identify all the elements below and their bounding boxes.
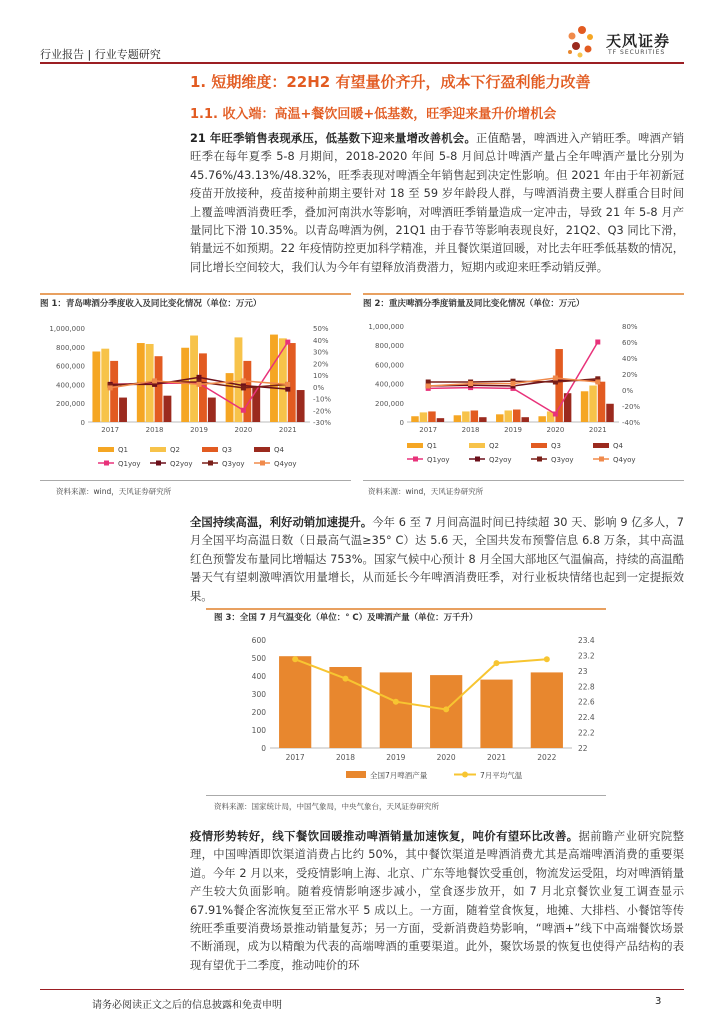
bar-q3 — [598, 382, 605, 422]
legend-label-production: 全国7月啤酒产量 — [370, 771, 428, 780]
brand-name: 天风证券 — [606, 32, 671, 50]
y-tick-label: 300 — [251, 690, 266, 699]
legend-swatch-q3 — [531, 443, 547, 448]
paragraph-1-lead: 21 年旺季销售表现承压，低基数下迎来量增改善机会。 — [190, 132, 477, 145]
bar-production — [531, 672, 563, 748]
legend-label-temperature: 7月平均气温 — [480, 771, 523, 780]
x-tick-label: 2018 — [335, 753, 356, 762]
point-q4yoy — [241, 378, 246, 383]
x-tick-label: 2022 — [537, 753, 557, 762]
fig1-chart — [40, 314, 351, 474]
bar-q2 — [462, 411, 469, 422]
y2-tick-label: 23.2 — [578, 651, 595, 661]
point-q4yoy — [553, 376, 558, 381]
y-tick-label: 200 — [251, 708, 266, 717]
legend-marker-q3yoy — [208, 461, 213, 466]
y-tick-label: 600 — [251, 636, 266, 645]
legend-label-q4yoy: Q4yoy — [274, 460, 297, 468]
x-tick-label: 2017 — [419, 426, 438, 434]
bar-q2 — [505, 410, 512, 422]
y2-tick-label: -20% — [313, 407, 332, 416]
y2-tick-label: -40% — [622, 419, 641, 427]
bar-q4 — [437, 418, 444, 422]
y2-tick-label: 50% — [313, 325, 329, 333]
paragraph-1 — [190, 130, 684, 277]
fig2-top-rule — [363, 293, 684, 295]
paragraph-1-body: 正值酷暑，啤酒进入产销旺季。啤酒产销旺季在每年夏季 5-8 月期间，2018-2020 年间 5-8 月间总计啤酒产量占全年啤酒产量比分别为 45.76%/43.13%/48.32%，旺季表现对啤酒全年销售起到决定性影响。但 2021 年由于年初新冠疫苗开放接种，疫苗接种前期主要针对 18 至 59 岁年龄段人群，与啤酒消费主要人群重合目时间上覆盖啤酒消费旺季，叠加河南洪水等影响，对啤酒旺季销量造成一定冲击，导致 21 年 5-8 月产量同比下滑 10.35%。以青岛啤酒为例，21Q1 由于春节等影响表现良好，21Q2、Q3 同比下滑，销量远不如预期。22 年疫情防控更加科学精准，并且餐饮渠道回暖，对比去年旺季低基数的情况，同比增长空间较大，我们认为今年有望释放消费潜力，短期内或迎来旺季动销反弹。 — [190, 132, 684, 274]
footer-disclaimer: 请务必阅读正文之后的信息披露和免责申明 — [92, 1000, 282, 1011]
legend-swatch-q4 — [254, 447, 270, 452]
y2-tick-label: 23.4 — [578, 636, 595, 645]
fig3-source: 资料来源：国家统计局，中国气象局，中央气象台，天风证券研究所 — [214, 802, 439, 811]
legend-marker-temperature — [462, 772, 468, 778]
bar-q1 — [454, 415, 461, 422]
fig2-source: 资料来源：wind，天风证券研究所 — [368, 487, 484, 496]
x-tick-label: 2021 — [486, 753, 507, 762]
paragraph-2 — [190, 514, 684, 606]
legend-swatch-production — [346, 771, 366, 778]
legend-marker-q1yoy — [104, 461, 109, 466]
legend-marker-q4yoy — [599, 457, 604, 462]
y-tick-label: 400,000 — [56, 381, 85, 390]
point-q1yoy — [285, 340, 290, 345]
fig1-bottom-rule — [40, 480, 351, 481]
legend-marker-q2yoy — [475, 457, 480, 462]
y-tick-label: 0 — [399, 419, 404, 427]
bar-q3 — [110, 361, 118, 422]
point-q4yoy — [285, 382, 290, 387]
x-tick-label: 2021 — [278, 426, 297, 434]
legend-label-q4: Q4 — [274, 446, 284, 454]
bar-q3 — [471, 410, 478, 422]
point-q4yoy — [426, 384, 431, 389]
paragraph-3-lead: 疫情形势转好，线下餐饮回暖推动啤酒销量加速恢复，吨价有望环比改善。 — [190, 830, 579, 843]
bar-production — [480, 680, 512, 748]
x-tick-label: 2018 — [145, 426, 164, 434]
paragraph-3-body: 据前瞻产业研究院整理，中国啤酒即饮渠道消费占比约 50%，其中餐饮渠道是啤酒消费尤其是高端啤酒消费的重要渠道。今年 2 月以来，受疫情影响上海、北京、广东等地餐饮受重创，物流发运受阻，均对啤酒销量产生较大负面影响。随着疫情影响逐步减小，堂食逐步放开，如 7 月北京餐饮业复工调查显示 67.91%餐企客流恢复至正常水平 5 成以上。一方面，随着堂食恢复，地摊、大排档、小餐馆等传统旺季重要消费场景推动销量复苏；另一方面，受新消费趋势影响，“啤酒+”线下中高端餐饮场景不断涌现，成为以精酿为代表的高端啤酒的重要渠道。此外，聚饮场景的恢复也使得产品结构的表现有望优于二季度，推动吨价的环 — [190, 830, 684, 972]
paragraph-2-body: 今年 6 至 7 月间高温时间已持续超 30 天、影响 9 亿多人，7 月全国平均高温日数（日最高气温≥35° C）达 5.6 天，全国共发布预警信息 6.8 万条，其中高温红色预警发布量同比增幅达 753%。国家气候中心预计 8 月全国大部地区气温偏高，持续的高温酷暑天气有望刺激啤酒饮用量增长，从而延长今年啤酒消费旺季，对行业板块情绪也起到一定提振效果。 — [190, 516, 684, 603]
bar-q3 — [243, 361, 251, 422]
y-tick-label: 600,000 — [56, 362, 85, 371]
y2-tick-label: 22.6 — [578, 697, 595, 707]
point-temperature — [443, 706, 449, 712]
fig1-title: 图 1：青岛啤酒分季度收入及同比变化情况（单位：万元） — [40, 299, 262, 309]
x-tick-label: 2018 — [461, 426, 480, 434]
bar-q4 — [479, 417, 486, 422]
point-q4yoy — [595, 380, 600, 385]
y2-tick-label: 22.4 — [578, 713, 595, 723]
legend-label-q1yoy: Q1yoy — [118, 460, 141, 468]
fig3-title: 图 3：全国 7 月气温变化（单位：° C）及啤酒产量（单位：万千升） — [214, 613, 478, 623]
y2-tick-label: -30% — [313, 419, 332, 427]
brand-sub: TF SECURITIES — [608, 49, 666, 56]
legend-swatch-q2 — [150, 447, 166, 452]
x-tick-label: 2017 — [285, 753, 305, 762]
y-tick-label: 400,000 — [375, 380, 404, 389]
bar-q1 — [270, 335, 278, 422]
x-tick-label: 2019 — [190, 426, 208, 434]
x-tick-label: 2019 — [386, 753, 406, 762]
section-heading: 1. 短期维度：22H2 有望量价齐升，成本下行盈利能力改善 — [190, 73, 591, 91]
legend-label-q2: Q2 — [489, 442, 499, 450]
legend-marker-q4yoy — [260, 461, 265, 466]
flower-logo-icon — [560, 22, 604, 62]
fig2-bottom-rule — [363, 480, 684, 481]
paragraph-2-lead: 全国持续高温，利好动销加速提升。 — [190, 516, 373, 529]
bar-q2 — [589, 386, 596, 422]
x-tick-label: 2019 — [504, 426, 522, 434]
y-tick-label: 1,000,000 — [49, 325, 85, 333]
x-tick-label: 2021 — [588, 426, 607, 434]
legend-label-q2yoy: Q2yoy — [170, 460, 193, 468]
legend-swatch-q2 — [469, 443, 485, 448]
bar-q1 — [538, 416, 545, 422]
bar-q1 — [226, 373, 234, 422]
legend-label-q1: Q1 — [118, 446, 128, 454]
point-q3yoy — [241, 385, 246, 390]
point-temperature — [292, 656, 298, 662]
bar-q4 — [119, 398, 127, 422]
point-temperature — [343, 676, 349, 682]
point-temperature — [494, 660, 500, 666]
point-q4yoy — [108, 385, 113, 390]
bar-q2 — [420, 412, 427, 422]
legend-label-q3: Q3 — [222, 446, 232, 454]
fig1-top-rule — [40, 293, 351, 295]
y2-tick-label: 40% — [622, 355, 638, 363]
y2-tick-label: -20% — [622, 403, 641, 411]
subsection-heading: 1.1. 收入端：高温+餐饮回暖+低基数，旺季迎来量升价增机会 — [190, 107, 557, 122]
y-tick-label: 0 — [80, 419, 85, 427]
header-breadcrumb: 行业报告 | 行业专题研究 — [40, 48, 161, 61]
footer-divider — [40, 989, 684, 990]
point-q4yoy — [197, 382, 202, 387]
y2-tick-label: 10% — [313, 372, 329, 380]
point-q2yoy — [197, 375, 202, 380]
legend-marker-q2yoy — [156, 461, 161, 466]
legend-label-q4: Q4 — [613, 442, 623, 450]
legend-label-q1yoy: Q1yoy — [427, 456, 450, 464]
y2-tick-label: 20% — [313, 360, 329, 369]
y2-tick-label: 22.8 — [578, 682, 595, 692]
bar-q3 — [428, 411, 435, 422]
point-q2yoy — [285, 387, 290, 392]
bar-q4 — [606, 404, 613, 422]
point-temperature — [544, 656, 550, 662]
legend-label-q2yoy: Q2yoy — [489, 456, 512, 464]
y-tick-label: 500 — [251, 654, 266, 663]
x-tick-label: 2020 — [546, 426, 565, 434]
fig1-source: 资料来源：wind，天风证券研究所 — [56, 487, 172, 496]
legend-label-q3: Q3 — [551, 442, 561, 450]
point-q1yoy — [241, 408, 246, 413]
legend-marker-q3yoy — [537, 457, 542, 462]
bar-production — [380, 672, 412, 748]
header-divider — [40, 62, 684, 64]
point-q1yoy — [553, 412, 558, 417]
y-tick-label: 800,000 — [56, 343, 85, 352]
bar-q4 — [208, 398, 216, 422]
legend-swatch-q1 — [407, 443, 423, 448]
legend-label-q3yoy: Q3yoy — [222, 460, 245, 468]
y-tick-label: 400 — [251, 672, 266, 681]
y2-tick-label: 22 — [578, 744, 588, 753]
page-number: 3 — [655, 996, 662, 1007]
bar-q1 — [581, 391, 588, 422]
point-temperature — [393, 699, 399, 705]
bar-q3 — [513, 410, 520, 422]
point-q4yoy — [152, 378, 157, 383]
bar-q4 — [297, 390, 305, 422]
bar-q3 — [155, 356, 163, 422]
y2-tick-label: 30% — [313, 348, 329, 357]
y2-tick-label: 80% — [622, 323, 638, 331]
y2-tick-label: 60% — [622, 339, 638, 347]
y2-tick-label: 0% — [313, 383, 325, 392]
y2-tick-label: 22.2 — [578, 728, 595, 738]
bar-q1 — [411, 416, 418, 422]
legend-label-q3yoy: Q3yoy — [551, 456, 574, 464]
x-tick-label: 2020 — [234, 426, 253, 434]
bar-q1 — [496, 414, 503, 422]
fig3-bottom-rule — [206, 795, 606, 796]
legend-swatch-q3 — [202, 447, 218, 452]
bar-q1 — [92, 352, 100, 423]
point-q1yoy — [595, 340, 600, 345]
bar-production — [279, 656, 311, 748]
line-q1yoy — [428, 342, 598, 414]
bar-q4 — [163, 396, 171, 422]
y-tick-label: 100 — [251, 726, 266, 735]
y2-tick-label: -10% — [313, 395, 332, 404]
bar-q4 — [521, 417, 528, 422]
point-q4yoy — [468, 381, 473, 386]
fig3-chart — [206, 628, 606, 788]
paragraph-3 — [190, 828, 684, 975]
legend-marker-q1yoy — [413, 457, 418, 462]
y-tick-label: 0 — [261, 744, 266, 753]
x-tick-label: 2017 — [101, 426, 120, 434]
y-tick-label: 800,000 — [375, 342, 404, 351]
legend-label-q1: Q1 — [427, 442, 437, 450]
fig2-chart — [363, 314, 684, 474]
legend-swatch-q1 — [98, 447, 114, 452]
y2-tick-label: 20% — [622, 371, 638, 379]
legend-swatch-q4 — [593, 443, 609, 448]
y-tick-label: 200,000 — [375, 399, 404, 408]
y-tick-label: 200,000 — [56, 400, 85, 409]
fig2-title: 图 2：重庆啤酒分季度销量及同比变化情况（单位：万元） — [363, 299, 585, 309]
legend-label-q4yoy: Q4yoy — [613, 456, 636, 464]
y2-tick-label: 0% — [622, 387, 634, 395]
y-tick-label: 1,000,000 — [368, 323, 404, 331]
bar-q1 — [181, 348, 189, 422]
y-tick-label: 600,000 — [375, 361, 404, 370]
y2-tick-label: 40% — [313, 336, 329, 345]
fig3-top-rule — [206, 608, 606, 610]
legend-label-q2: Q2 — [170, 446, 180, 454]
point-q4yoy — [511, 381, 516, 386]
y2-tick-label: 23 — [578, 666, 588, 676]
x-tick-label: 2020 — [436, 753, 456, 762]
